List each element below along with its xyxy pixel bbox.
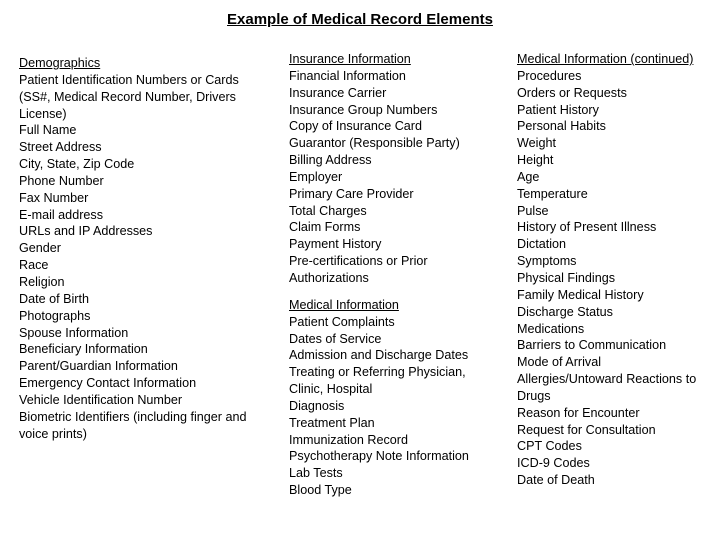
list-item: Religion [19, 274, 65, 289]
insurance-heading: Insurance Information [289, 52, 411, 66]
list-item: Immunization Record [289, 432, 408, 447]
list-item: Authorizations [289, 270, 369, 285]
list-item: Weight [517, 136, 556, 151]
list-item: Emergency Contact Information [19, 376, 197, 391]
list-item: Dates of Service [289, 331, 382, 346]
list-item: Request for Consultation [517, 422, 656, 437]
list-item: Insurance Group Numbers [289, 102, 438, 117]
list-item: City, State, Zip Code [19, 157, 135, 172]
list-item: Billing Address [289, 153, 372, 168]
list-item: Street Address [19, 140, 102, 155]
insurance-medical-column [289, 51, 504, 499]
list-item: Phone Number [19, 173, 104, 188]
list-item: Fax Number [19, 190, 89, 205]
list-item: Insurance Carrier [289, 85, 387, 100]
list-item: Copy of Insurance Card [289, 119, 423, 134]
list-item: Pre-certifications or Prior [289, 254, 428, 269]
insurance-list [289, 68, 504, 287]
list-item: Symptoms [517, 254, 577, 269]
list-item: Gender [19, 241, 62, 256]
demographics-heading: Demographics [19, 56, 101, 70]
list-item: Treatment Plan [289, 415, 375, 430]
list-item: Payment History [289, 237, 382, 252]
list-item: Treating or Referring Physician, [289, 365, 466, 380]
list-item: License) [19, 106, 67, 121]
medical-heading: Medical Information [289, 297, 399, 312]
list-item: ICD-9 Codes [517, 456, 590, 471]
list-item: (SS#, Medical Record Number, Drivers [19, 89, 236, 104]
list-item: E-mail address [19, 207, 103, 222]
list-item: Guarantor (Responsible Party) [289, 136, 460, 151]
list-item: Financial Information [289, 68, 406, 83]
list-item: Orders or Requests [517, 85, 627, 100]
demographics-column [19, 55, 281, 442]
list-item: Temperature [517, 186, 588, 201]
list-item: Blood Type [289, 483, 352, 498]
list-item: voice prints) [19, 426, 87, 441]
list-item: Family Medical History [517, 287, 644, 302]
list-item: Vehicle Identification Number [19, 392, 183, 407]
list-item: Allergies/Untoward Reactions to [517, 372, 697, 387]
list-item: Admission and Discharge Dates [289, 348, 469, 363]
list-item: Discharge Status [517, 304, 613, 319]
list-item: Physical Findings [517, 270, 615, 285]
list-item: Date of Death [517, 473, 595, 488]
list-item: Employer [289, 169, 343, 184]
list-item: Full Name [19, 123, 77, 138]
list-item: Personal Habits [517, 119, 606, 134]
list-item: Age [517, 169, 540, 184]
list-item: Total Charges [289, 203, 367, 218]
list-item: Date of Birth [19, 291, 89, 306]
section-spacer [289, 287, 504, 297]
list-item: Clinic, Hospital [289, 382, 373, 397]
list-item: URLs and IP Addresses [19, 224, 153, 239]
page-title: Example of Medical Record Elements [227, 11, 493, 28]
list-item: Race [19, 258, 49, 273]
list-item: Psychotherapy Note Information [289, 449, 469, 464]
list-item: Barriers to Communication [517, 338, 667, 353]
medical-continued-list [517, 68, 720, 489]
list-item: Patient Identification Numbers or Cards [19, 72, 239, 87]
list-item: Dictation [517, 237, 566, 252]
list-item: Height [517, 153, 554, 168]
list-item: Primary Care Provider [289, 186, 414, 201]
medical-continued-column [517, 51, 720, 489]
list-item: Mode of Arrival [517, 355, 601, 370]
medical-list [289, 314, 504, 499]
list-item: Pulse [517, 203, 549, 218]
list-item: Patient History [517, 102, 599, 117]
list-item: Drugs [517, 388, 551, 403]
list-item: Biometric Identifiers (including finger and [19, 409, 247, 424]
list-item: Parent/Guardian Information [19, 359, 178, 374]
list-item: Procedures [517, 68, 582, 83]
list-item: CPT Codes [517, 439, 582, 454]
list-item: Lab Tests [289, 466, 343, 481]
list-item: Claim Forms [289, 220, 361, 235]
list-item: Reason for Encounter [517, 405, 640, 420]
list-item: Beneficiary Information [19, 342, 148, 357]
list-item: History of Present Illness [517, 220, 657, 235]
demographics-list [19, 72, 281, 443]
list-item: Patient Complaints [289, 314, 395, 329]
list-item: Spouse Information [19, 325, 129, 340]
list-item: Diagnosis [289, 398, 345, 413]
list-item: Medications [517, 321, 585, 336]
list-item: Photographs [19, 308, 91, 323]
medical-continued-heading: Medical Information (continued) [517, 52, 694, 66]
